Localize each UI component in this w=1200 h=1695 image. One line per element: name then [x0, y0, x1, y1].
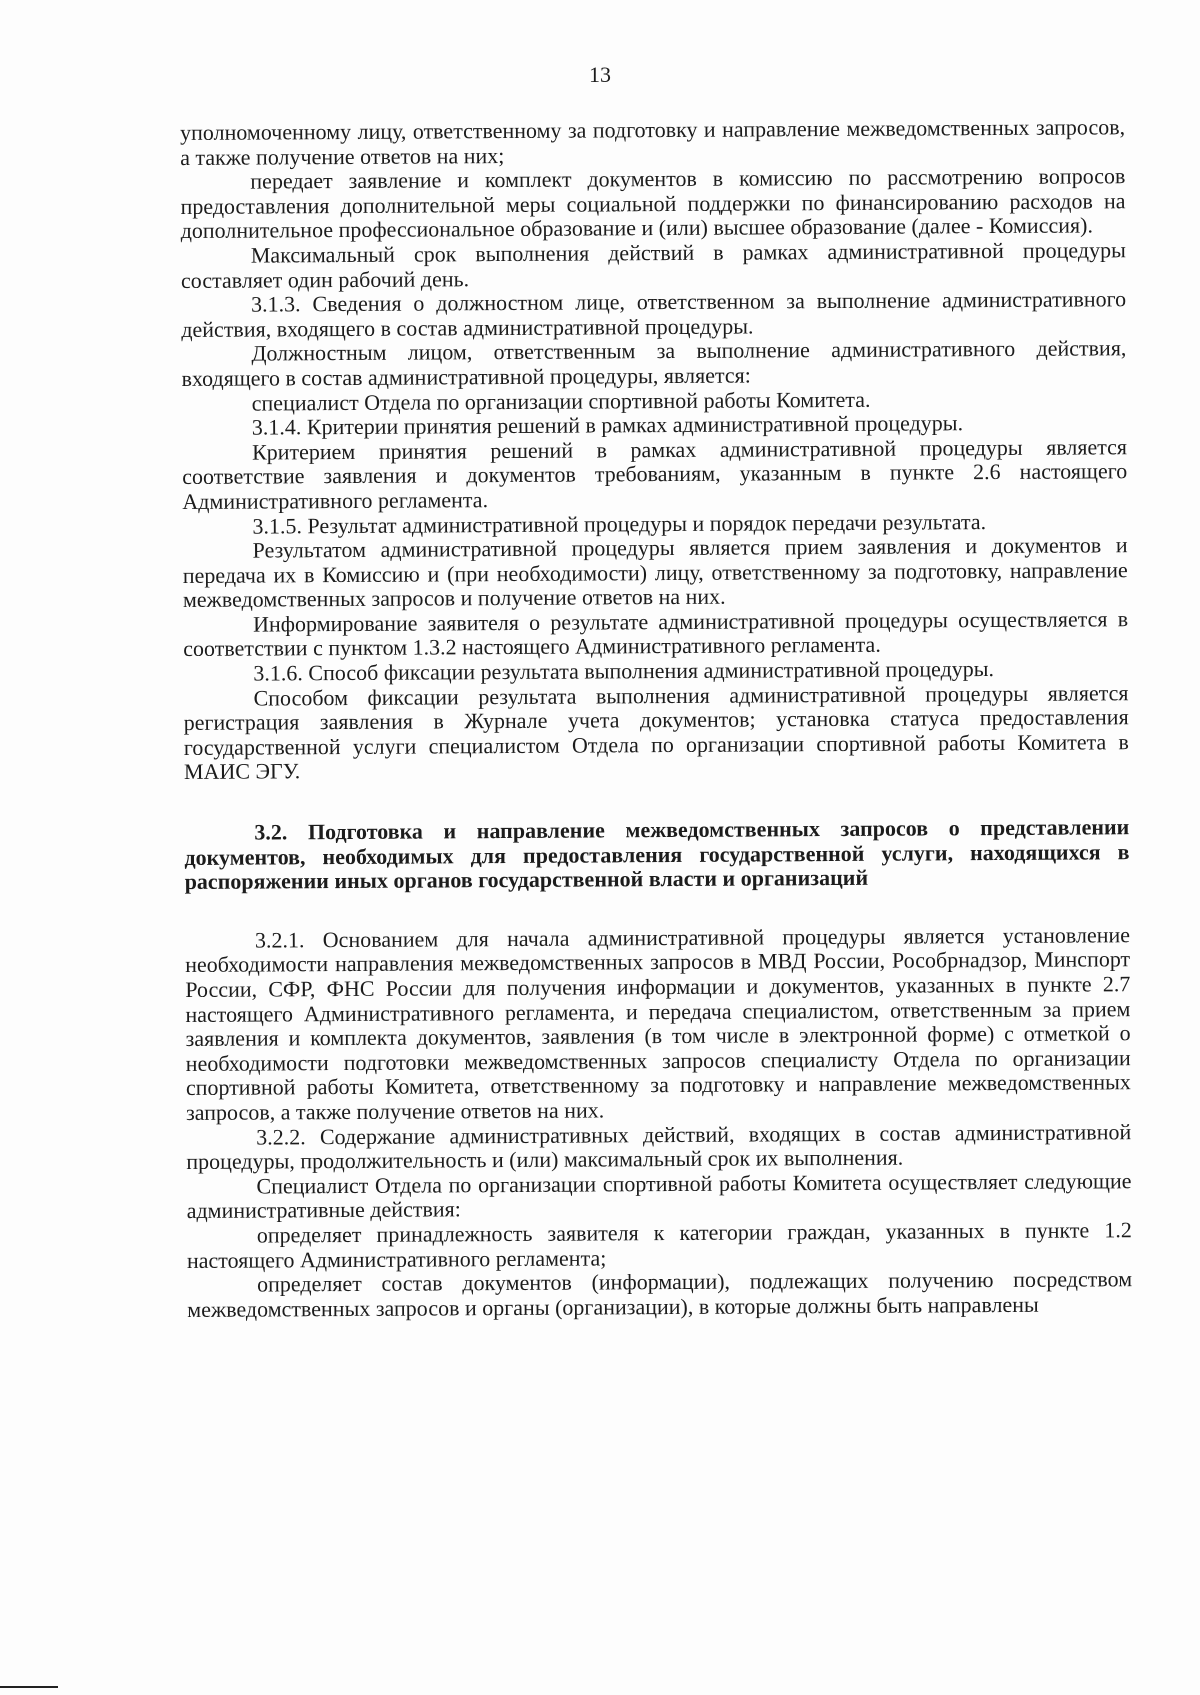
paragraph: Информирование заявителя о результате административной процедуры осуществляется в соответствии с пунктом 1.3.2 настоящего Административного регламента. — [183, 606, 1129, 662]
paragraph: определяет принадлежность заявителя к категории граждан, указанных в пункте 1.2 настоящего Административного регламента; — [186, 1217, 1132, 1273]
paragraph: передает заявление и комплект документов в комиссию по рассмотрению вопросов предоставления дополнительной меры социальной поддержки по финансированию расходов на дополнительное профессиональное образование и (или) высшее образование (далее - Комиссия). — [180, 163, 1126, 244]
scan-edge-mark — [0, 1686, 58, 1688]
paragraph: 3.1.6. Способ фиксации результата выполнения административной процедуры. — [253, 656, 995, 686]
document-body — [180, 115, 1132, 1322]
paragraphs-before — [180, 115, 1129, 785]
page-number: 13 — [589, 62, 611, 87]
paragraph: Результатом административной процедуры является прием заявления и документов и передача их в Комиссию и (при необходимости) лицу, ответственному за подготовку, направление межведомственных запросов и получение ответов на них. — [182, 532, 1128, 613]
paragraph: 3.1.4. Критерии принятия решений в рамках административной процедуры. — [251, 410, 964, 440]
paragraph: уполномоченному лицу, ответственному за подготовку и направление межведомственных запросов, а также получение ответов на них; — [179, 114, 1126, 170]
paragraph: Критерием принятия решений в рамках административной процедуры является соответствие заявления и документов требованиям, указанным в пункте 2.6 настоящего Административного регламента. — [182, 433, 1128, 514]
paragraphs-after — [185, 923, 1132, 1322]
paragraph: Способом фиксации результата выполнения административной процедуры является регистрация заявления в Журнале учета документов; установка статуса предоставления государственной услуги специалистом Отдела по организации спортивной работы Комитета в МАИС ЭГУ. — [183, 679, 1129, 785]
paragraph: Максимальный срок выполнения действий в рамках административной процедуры составляет один рабочий день. — [180, 237, 1126, 293]
paragraph: определяет состав документов (информации), подлежащих получению посредством межведомственных запросов и органы (организации), в которые должны быть направлены — [187, 1266, 1133, 1322]
paragraph: 3.2.2. Содержание административных действий, входящих в состав административной процедуры, продолжительность и (или) максимальный срок их выполнения. — [186, 1118, 1132, 1175]
paragraph: 3.2.1. Основанием для начала административной процедуры является установление необходимости направления межведомственных запросов в МВД России, Рособрнадзор, Минспорт России, СФР, ФНС России для получения информации и документов, указанных в пункте 2.7 настоящего Административного регламента, и передача специалистом, ответственным за прием заявления и комплекта документов, заявления (в том числе в электронной форме) с отметкой о необходимости подготовки межведомственных запросов специалисту Отдела по организации спортивной работы Комитета, ответственному за подготовку и направление межведомственных запросов, а также получение ответов на них. — [185, 922, 1131, 1125]
paragraph: 3.1.5. Результат административной процедуры и порядок передачи результата. — [252, 508, 987, 539]
paragraph: Должностным лицом, ответственным за выполнение административного действия, входящего в состав административной процедуры, является: — [181, 335, 1127, 391]
section-heading: 3.2. Подготовка и направление межведомственных запросов о представлении документов, необходимых для предоставления государственной услуги, находящихся в распоряжении иных органов государственной власти и организаций — [184, 814, 1130, 895]
paragraph: 3.1.3. Сведения о должностном лице, ответственном за выполнение административного действия, входящего в состав административной процедуры. — [181, 286, 1127, 342]
paragraph: Специалист Отдела по организации спортивной работы Комитета осуществляет следующие административные действия: — [186, 1167, 1132, 1224]
paragraph: специалист Отдела по организации спортивной работы Комитета. — [251, 386, 871, 416]
